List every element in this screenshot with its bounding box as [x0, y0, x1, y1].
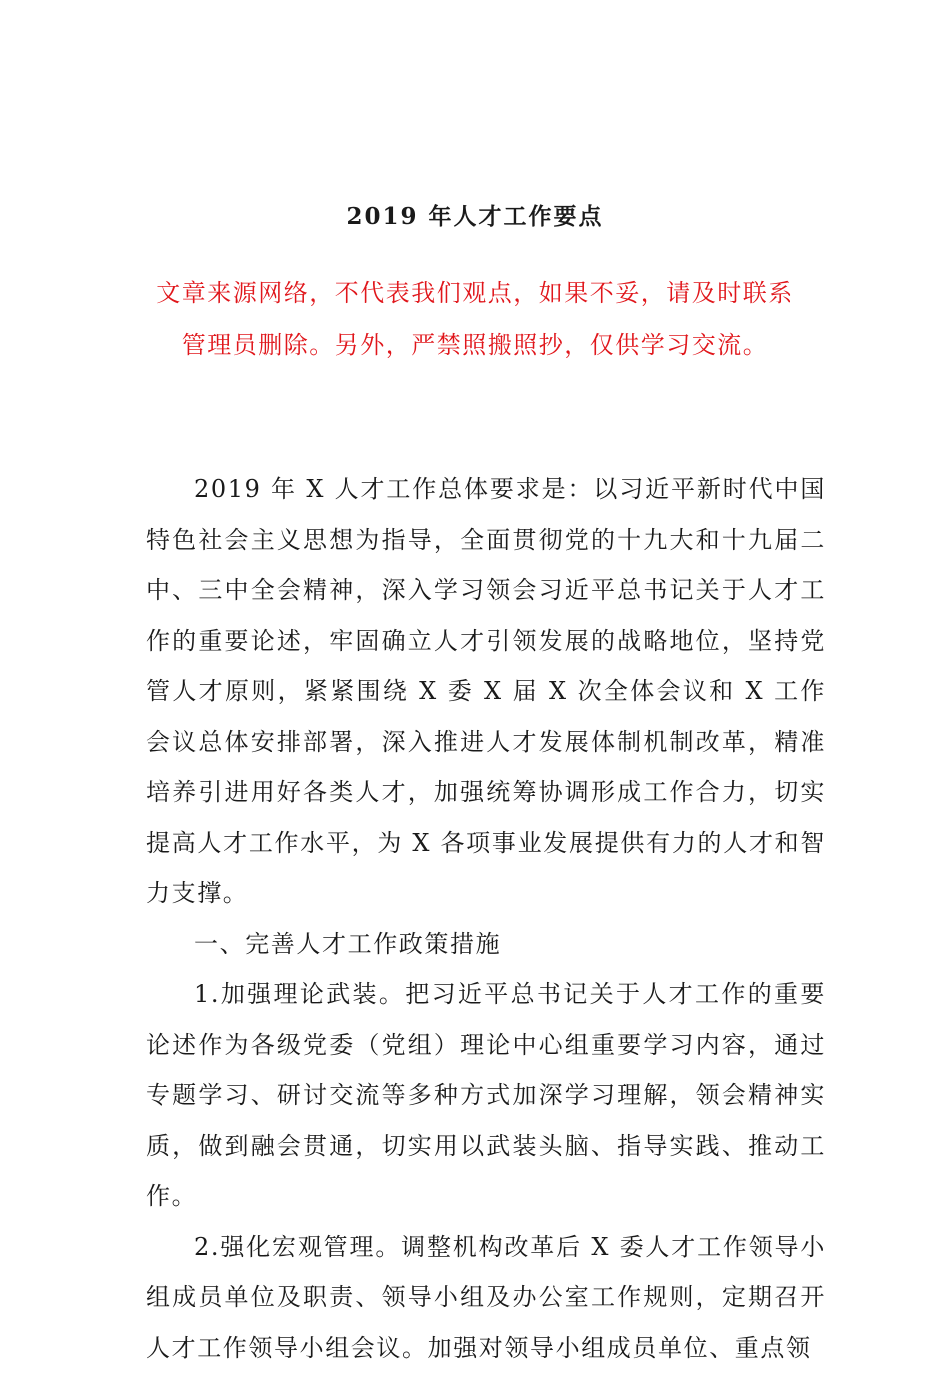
document-title: 2019 年人才工作要点	[0, 198, 950, 231]
paragraph-overview: 2019 年 X 人才工作总体要求是：以习近平新时代中国特色社会主义思想为指导，全面贯彻党的十九大和十九届二中、三中全会精神，深入学习领会习近平总书记关于人才工作的重要论述，牢固确立人才引领发展的战略地位，坚持党管人才原则，紧紧围绕 X 委 X 届 X 次全体会议和 X 工作会议总体安排部署，深入推进人才发展体制机制改革，精准培养引进用好各类人才，加强统筹协调形成工作合力，切实提高人才工作水平，为 X 各项事业发展提供有力的人才和智力支撑。	[146, 464, 826, 919]
paragraph-item-1: 1.加强理论武装。把习近平总书记关于人才工作的重要论述作为各级党委（党组）理论中心组重要学习内容，通过专题学习、研讨交流等多种方式加深学习理解，领会精神实质，做到融会贯通，切实用以武装头脑、指导实践、推动工作。	[146, 969, 826, 1222]
disclaimer-line-1: 文章来源网络，不代表我们观点，如果不妥，请及时联系	[0, 273, 950, 308]
paragraph-item-2: 2.强化宏观管理。调整机构改革后 X 委人才工作领导小组成员单位及职责、领导小组及办公室工作规则，定期召开人才工作领导小组会议。加强对领导小组成员单位、重点领	[146, 1222, 826, 1373]
disclaimer-line-2: 管理员删除。另外，严禁照搬照抄，仅供学习交流。	[0, 325, 950, 360]
section-heading-1: 一、完善人才工作政策措施	[146, 919, 826, 970]
document-body	[146, 464, 826, 1373]
